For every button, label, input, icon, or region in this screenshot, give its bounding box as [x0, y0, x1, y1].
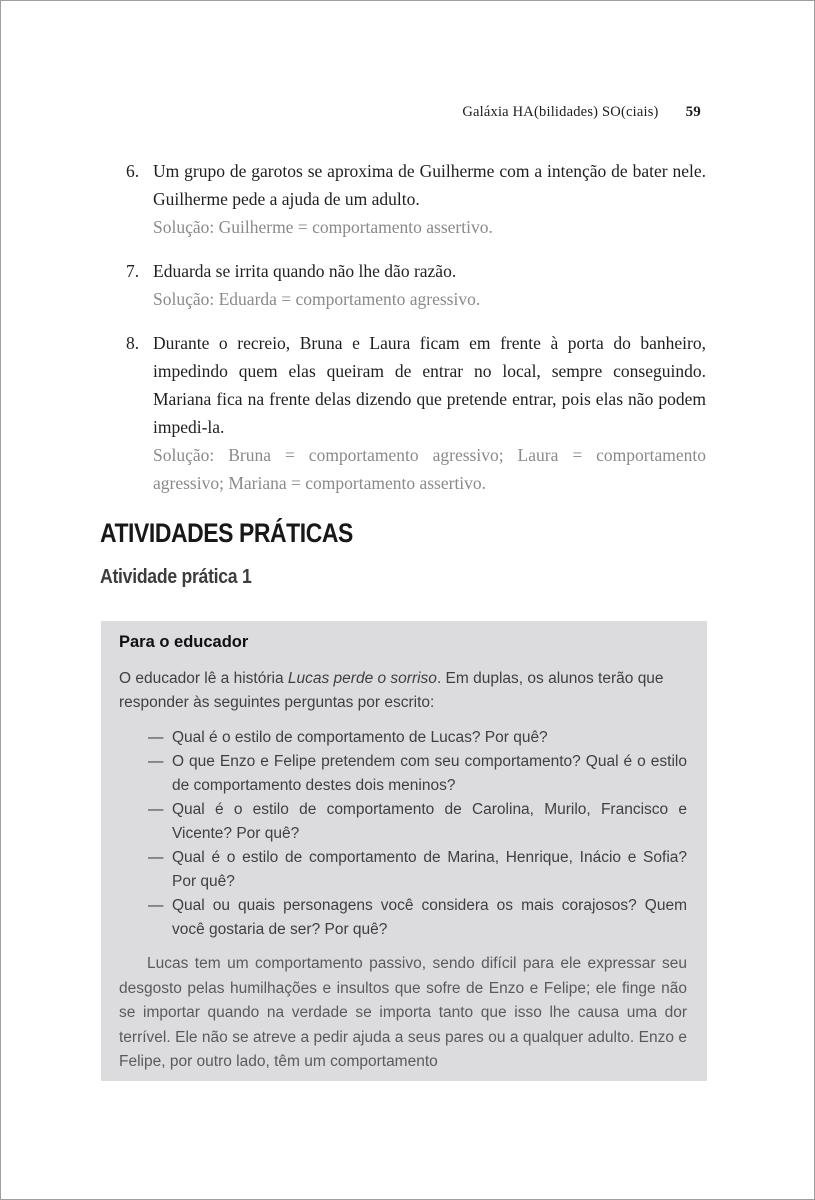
closing-paragraph: Lucas tem um comportamento passivo, sendo difícil para ele expressar seu desgosto pelas humilhações e insultos que sofre de Enzo e Felipe; ele finge não se importar quando na verdade se importa tanto que isso lhe causa uma dor terrível. Ele não se atreve a pedir ajuda a seus pares ou a qualquer adulto. Enzo e Felipe, por outro lado, têm um comportamento	[119, 955, 687, 1070]
intro-text-before: O educador lê a história	[119, 670, 288, 687]
question-list	[119, 726, 687, 942]
exercise-solution: Solução: Eduarda = comportamento agressivo.	[153, 289, 481, 309]
section-heading: ATIVIDADES PRÁTICAS	[100, 518, 353, 548]
question-item	[119, 894, 687, 942]
subsection-heading: Atividade prática 1	[100, 566, 252, 588]
question-text: Qual é o estilo de comportamento de Lucas? Por quê?	[172, 729, 548, 746]
dash-bullet-icon: —	[148, 801, 164, 818]
question-item	[119, 750, 687, 798]
exercise-statement: Eduarda se irrita quando não lhe dão razão.	[153, 261, 457, 281]
exercise-statement: Um grupo de garotos se aproxima de Guilherme com a intenção de bater nele. Guilherme pede a ajuda de um adulto.	[153, 161, 706, 209]
question-text: Qual é o estilo de comportamento de Carolina, Murilo, Francisco e Vicente? Por quê?	[172, 801, 687, 842]
exercise-number: 8.	[126, 333, 140, 353]
exercise-solution: Solução: Bruna = comportamento agressivo; Laura = comportamento agressivo; Mariana = comportamento assertivo.	[153, 445, 706, 493]
question-text: Qual é o estilo de comportamento de Marina, Henrique, Inácio e Sofia? Por quê?	[172, 849, 687, 890]
exercise-item	[126, 157, 706, 241]
question-item	[119, 726, 687, 750]
dash-bullet-icon: —	[148, 897, 164, 914]
educator-box-intro	[119, 667, 687, 715]
exercise-list	[126, 157, 706, 513]
exercise-number: 6.	[126, 161, 140, 181]
running-title: Galáxia HA(bilidades) SO(ciais)	[462, 104, 659, 120]
educator-box-title: Para o educador	[119, 633, 249, 651]
dash-bullet-icon: —	[148, 849, 164, 866]
question-item	[119, 798, 687, 846]
question-text: Qual ou quais personagens você considera os mais corajosos? Quem você gostaria de ser? Por quê?	[172, 897, 687, 938]
question-text: O que Enzo e Felipe pretendem com seu comportamento? Qual é o estilo de comportamento destes dois meninos?	[172, 753, 687, 794]
dash-bullet-icon: —	[148, 753, 164, 770]
intro-text-after: . Em duplas, os alunos terão que responder às seguintes perguntas por escrito:	[119, 670, 664, 711]
exercise-item	[126, 329, 706, 497]
exercise-item	[126, 257, 706, 313]
story-title-italic: Lucas perde o sorriso	[287, 670, 437, 687]
exercise-body	[153, 257, 706, 313]
educator-box	[101, 621, 707, 1081]
exercise-number: 7.	[126, 261, 140, 281]
exercise-solution: Solução: Guilherme = comportamento assertivo.	[153, 217, 493, 237]
exercise-statement: Durante o recreio, Bruna e Laura ficam em frente à porta do banheiro, impedindo quem elas queiram de entrar no local, sempre conseguindo. Mariana fica na frente delas dizendo que pretende entrar, pois elas não podem impedi-la.	[153, 333, 706, 437]
page-number: 59	[685, 104, 701, 120]
exercise-body	[153, 329, 706, 497]
page-header	[1, 104, 701, 121]
dash-bullet-icon: —	[148, 729, 164, 746]
question-item	[119, 846, 687, 894]
exercise-body	[153, 157, 706, 241]
